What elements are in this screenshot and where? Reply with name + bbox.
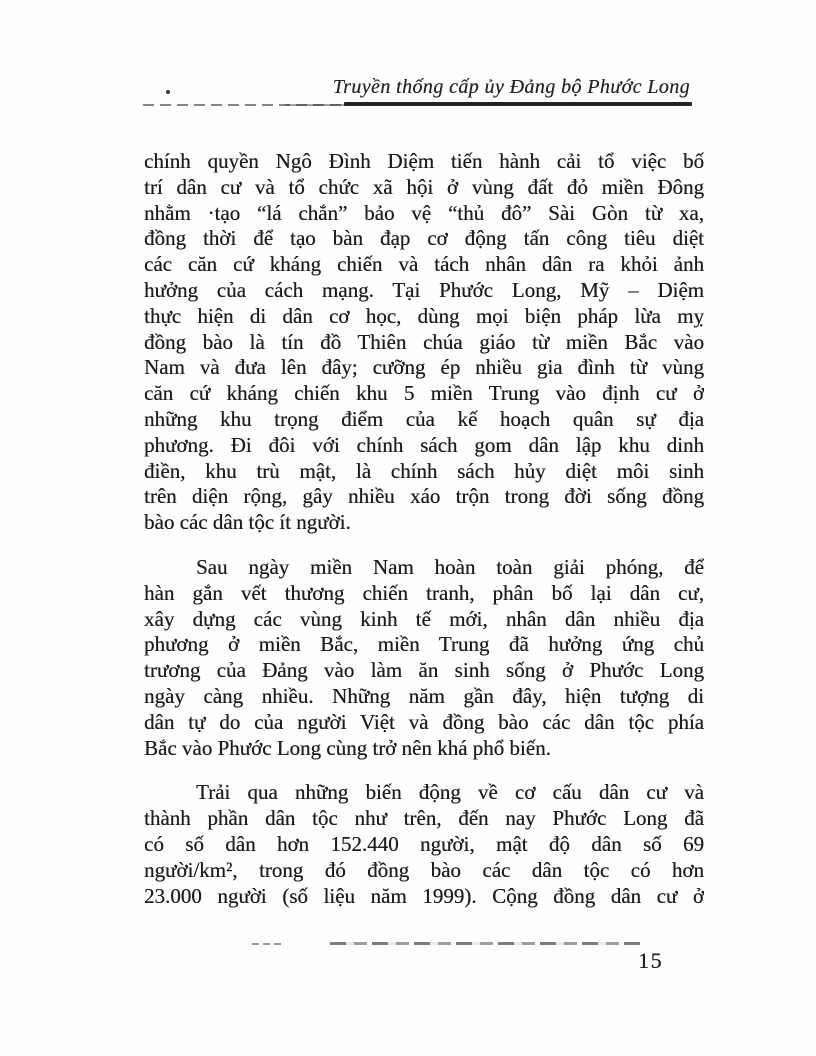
text-line: dân tự do của người Việt và đồng bào các dân tộc phía — [144, 709, 704, 734]
text-line: điền, khu trù mật, là chính sách hủy diệt môi sinh — [144, 458, 704, 483]
footer-rule-dash-segment — [252, 943, 282, 945]
text-line: các căn cứ kháng chiến và tách nhân dân ra khỏi ảnh — [144, 252, 704, 277]
body-text-block — [144, 149, 704, 928]
running-header-title: Truyền thống cấp ủy Đảng bộ Phước Long — [332, 76, 690, 98]
text-line: chính quyền Ngô Đình Diệm tiến hành cải tổ việc bố — [144, 149, 704, 173]
paragraph-3 — [144, 780, 704, 909]
text-line: 23.000 người (số liệu năm 1999). Cộng đồng dân cư ở — [144, 883, 704, 908]
header-rule-faint-segment — [143, 104, 345, 106]
text-line: trên diện rộng, gây nhiều xáo trộn trong đời sống đồng — [144, 484, 704, 509]
text-line: Bắc vào Phước Long cùng trở nên khá phổ biến. — [144, 735, 551, 760]
text-line: có số dân hơn 152.440 người, mật độ dân số 69 — [144, 831, 704, 856]
text-line: hàn gắn vết thương chiến tranh, phân bố lại dân cư, — [144, 580, 704, 605]
paragraph-2 — [144, 555, 704, 761]
text-line: xây dựng các vùng kinh tế mới, nhân dân nhiều địa — [144, 606, 704, 631]
footer-rule — [330, 942, 640, 945]
text-line: trí dân cư và tổ chức xã hội ở vùng đất đỏ miền Đông — [144, 174, 704, 199]
text-line: hưởng của cách mạng. Tại Phước Long, Mỹ – Diệm — [144, 277, 704, 302]
text-line: phương. Đi đôi với chính sách gom dân lập khu dinh — [144, 432, 704, 457]
text-line: thực hiện di dân cơ học, dùng mọi biện pháp lừa mỵ — [144, 303, 704, 328]
text-line: bào các dân tộc ít người. — [144, 510, 351, 535]
text-line: ngày càng nhiều. Những năm gần đây, hiện tượng di — [144, 683, 704, 708]
paragraph-1 — [144, 149, 704, 536]
text-line: Nam và đưa lên đây; cưỡng ép nhiều gia đình từ vùng — [144, 355, 704, 380]
text-line: căn cứ kháng chiến khu 5 miền Trung vào định cư ở — [144, 381, 704, 406]
text-line: Trải qua những biến động về cơ cấu dân cư và — [196, 780, 704, 805]
text-line: người/km², trong đó đồng bào các dân tộc có hơn — [144, 857, 704, 882]
text-line: phương ở miền Bắc, miền Trung đã hưởng ứng chủ — [144, 632, 704, 657]
text-line: những khu trọng điểm của kế hoạch quân sự địa — [144, 406, 704, 431]
text-line: trương của Đảng vào làm ăn sinh sống ở Phước Long — [144, 658, 704, 683]
header-rule — [344, 102, 692, 106]
text-line: đồng thời để tạo bàn đạp cơ động tấn công tiêu diệt — [144, 226, 704, 251]
text-line: đồng bào là tín đồ Thiên chúa giáo từ miền Bắc vào — [144, 329, 704, 354]
text-line: nhằm ·tạo “lá chắn” bảo vệ “thủ đô” Sài Gòn từ xa, — [144, 200, 704, 225]
page-number: 15 — [638, 948, 663, 973]
text-line: thành phần dân tộc như trên, đến nay Phước Long đã — [144, 806, 704, 831]
text-line: Sau ngày miền Nam hoàn toàn giải phóng, để — [196, 554, 704, 579]
